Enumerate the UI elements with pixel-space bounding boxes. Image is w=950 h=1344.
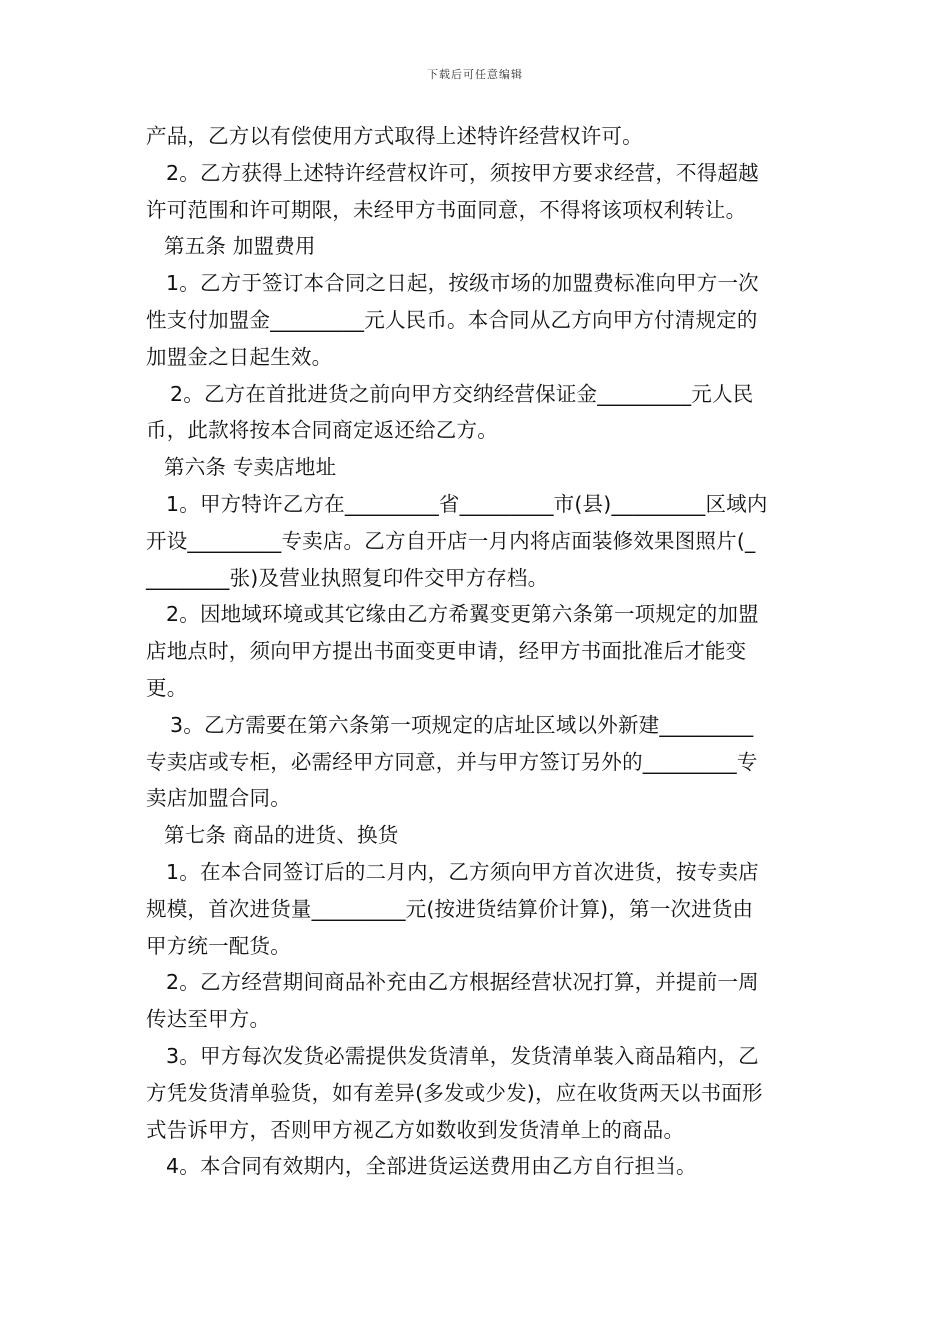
text-line: 3。甲方每次发货必需提供发货清单，发货清单装入商品箱内，乙 (166, 1043, 759, 1068)
text-line: 性支付加盟金_________元人民币。本合同从乙方向甲方付清规定的 (146, 307, 758, 332)
section-heading: 第五条 加盟费用 (164, 234, 316, 259)
text-line: 2。因地域环境或其它缘由乙方希翼变更第六条第一项规定的加盟 (166, 602, 759, 627)
section-heading: 第六条 专卖店地址 (164, 455, 337, 480)
text-line: 产品，乙方以有偿使用方式取得上述特许经营权许可。 (146, 124, 643, 148)
text-line: 式告诉甲方，否则甲方视乙方如数收到发货清单上的商品。 (146, 1117, 685, 1142)
text-line: 甲方统一配货。 (146, 933, 291, 958)
text-line: 开设_________专卖店。乙方自开店一月内将店面装修效果图照片(_ (146, 528, 756, 553)
text-line: 4。本合同有效期内，全部进货运送费用由乙方自行担当。 (166, 1154, 697, 1179)
header-note: 下载后可任意编辑 (427, 68, 523, 81)
text-line: 2。乙方在首批进货之前向甲方交纳经营保证金_________元人民 (170, 381, 754, 406)
text-line: 卖店加盟合同。 (146, 786, 291, 811)
text-line: 2。乙方经营期间商品补充由乙方根据经营状况打算，并提前一周 (166, 970, 759, 995)
text-line: 1。乙方于签订本合同之日起，按级市场的加盟费标准向甲方一次 (166, 271, 759, 296)
text-line: 许可范围和许可期限，未经甲方书面同意，不得将该项权利转让。 (146, 197, 747, 222)
text-line: 更。 (146, 675, 188, 700)
text-line: 1。甲方特许乙方在_________省_________市(县)_________区域内 (166, 491, 768, 516)
text-line: 1。在本合同签订后的二月内，乙方须向甲方首次进货，按专卖店 (166, 859, 759, 884)
text-line: 方凭发货清单验货，如有差异(多发或少发)，应在收货两天以书面形 (146, 1080, 763, 1105)
text-line: 加盟金之日起生效。 (146, 344, 333, 369)
text-line: 传达至甲方。 (146, 1007, 271, 1032)
text-line: 专卖店或专柜，必需经甲方同意，并与甲方签订另外的_________专 (146, 749, 758, 774)
document-body (146, 118, 816, 1185)
section-heading: 第七条 商品的进货、换货 (164, 823, 399, 848)
text-line: ________张)及营业执照复印件交甲方存档。 (146, 565, 549, 590)
text-line: 规模，首次进货量_________元(按进货结算价计算)，第一次进货由 (146, 896, 754, 921)
text-line: 3。乙方需要在第六条第一项规定的店址区域以外新建_________ (170, 712, 754, 737)
text-line: 2。乙方获得上述特许经营权许可，须按甲方要求经营，不得超越 (166, 160, 759, 185)
text-line: 币，此款将按本合同商定返还给乙方。 (146, 418, 498, 443)
text-line: 店地点时，须向甲方提出书面变更申请，经甲方书面批准后才能变 (146, 639, 747, 664)
